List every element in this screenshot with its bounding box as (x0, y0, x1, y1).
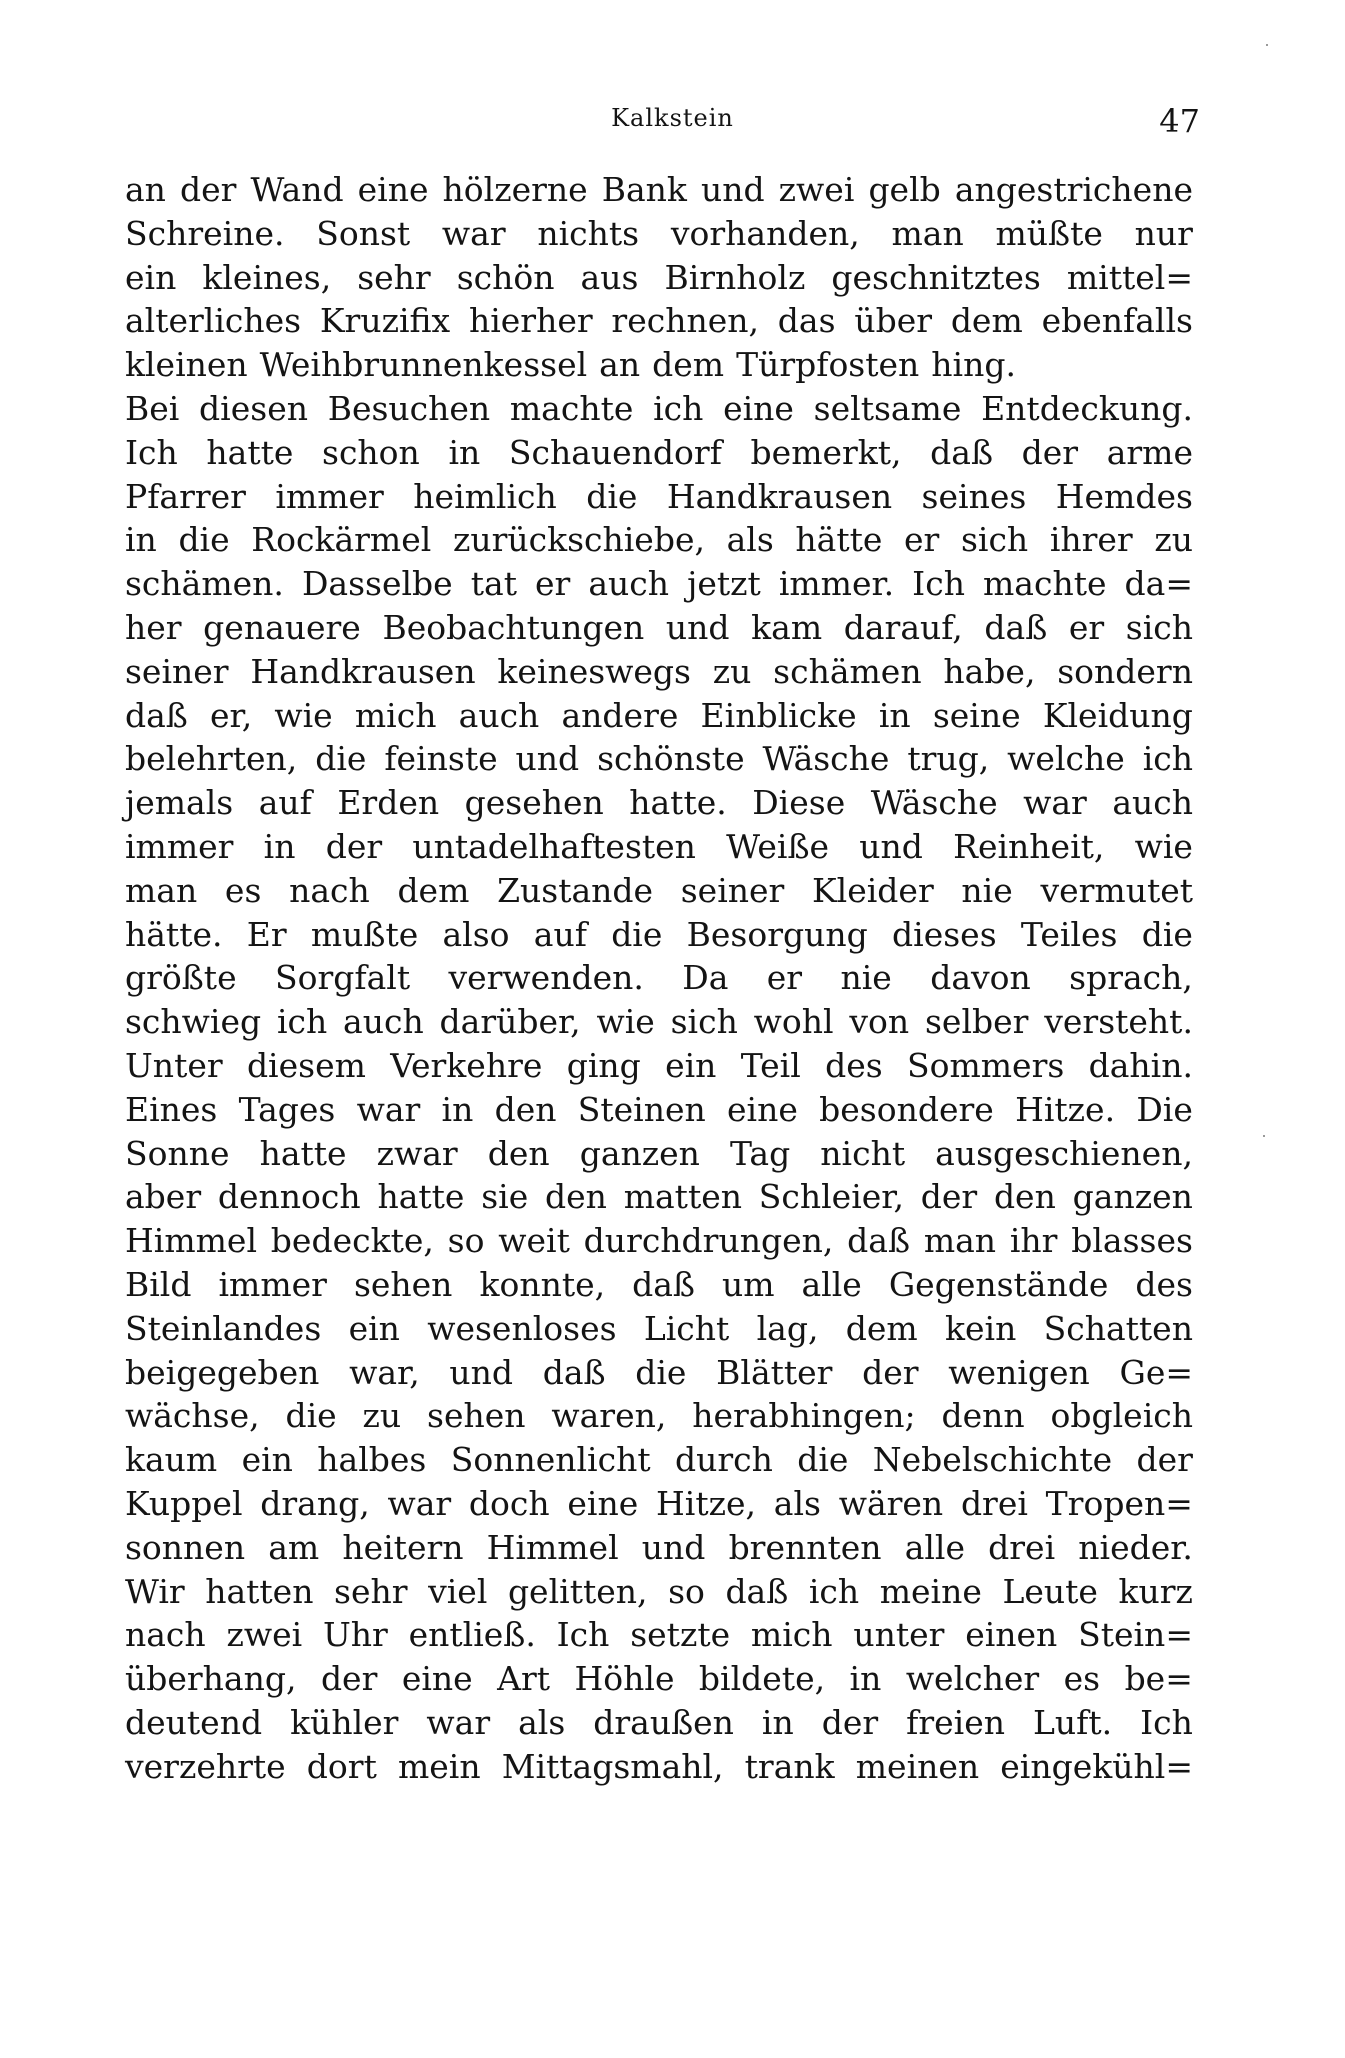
page-number: 47 (1159, 102, 1200, 140)
text-line: an der Wand eine hölzerne Bank und zwei gelb angestrichene (125, 170, 1193, 209)
text-line: wächse, die zu sehen waren, herabhingen; denn obgleich (125, 1396, 1193, 1436)
text-line: hätte. Er mußte also auf die Besorgung dieses Teiles die (125, 914, 1193, 954)
text-line: Himmel bedeckte, so weit durchdrungen, daß man ihr blasses (125, 1221, 1193, 1261)
text-line: man es nach dem Zustande seiner Kleider nie vermutet (125, 870, 1193, 910)
scan-speck (1263, 1135, 1265, 1137)
text-line: kaum ein halbes Sonnenlicht durch die Nebelschichte der (125, 1440, 1193, 1480)
text-line: überhang, der eine Art Höhle bildete, in welcher es be= (125, 1659, 1193, 1699)
text-line: größte Sorgfalt verwenden. Da er nie davon sprach, (125, 958, 1193, 998)
scan-speck (1266, 44, 1268, 46)
text-line: Kuppel drang, war doch eine Hitze, als wären drei Tropen= (125, 1483, 1193, 1523)
text-line: jemals auf Erden gesehen hatte. Diese Wäsche war auch (125, 783, 1193, 823)
text-line: Unter diesem Verkehre ging ein Teil des Sommers dahin. (125, 1045, 1193, 1085)
text-line: nach zwei Uhr entließ. Ich setzte mich unter einen Stein= (125, 1615, 1193, 1655)
text-line: seiner Handkrausen keineswegs zu schämen habe, sondern (125, 651, 1193, 691)
text-line: in die Rockärmel zurückschiebe, als hätte er sich ihrer zu (125, 520, 1193, 560)
text-line: Steinlandes ein wesenloses Licht lag, dem kein Schatten (125, 1308, 1193, 1348)
text-line: Wir hatten sehr viel gelitten, so daß ich meine Leute kurz (125, 1571, 1193, 1611)
text-line: immer in der untadelhaftesten Weiße und Reinheit, wie (125, 826, 1193, 866)
text-line: alterliches Kruzifix hierher rechnen, das über dem ebenfalls (125, 301, 1193, 341)
text-line: aber dennoch hatte sie den matten Schleier, der den ganzen (125, 1177, 1193, 1217)
text-line: Eines Tages war in den Steinen eine besondere Hitze. Die (125, 1089, 1193, 1129)
text-line: Ich hatte schon in Schauendorf bemerkt, daß der arme (125, 432, 1193, 472)
body-text (125, 168, 1193, 1788)
text-line: daß er, wie mich auch andere Einblicke in seine Kleidung (125, 695, 1193, 735)
text-line: Schreine. Sonst war nichts vorhanden, man müßte nur (125, 213, 1193, 253)
text-line: Sonne hatte zwar den ganzen Tag nicht ausgeschienen, (125, 1133, 1193, 1173)
text-line: Bild immer sehen konnte, daß um alle Gegenstände des (125, 1264, 1193, 1304)
running-head: Kalkstein (611, 104, 734, 132)
text-line: beigegeben war, und daß die Blätter der wenigen Ge= (125, 1352, 1193, 1392)
text-line: schämen. Dasselbe tat er auch jetzt immer. Ich machte da= (125, 564, 1193, 604)
text-line: sonnen am heitern Himmel und brennten alle drei nieder. (125, 1527, 1193, 1567)
text-line: deutend kühler war als draußen in der freien Luft. Ich (125, 1702, 1193, 1742)
text-line: schwieg ich auch darüber, wie sich wohl von selber versteht. (125, 1002, 1193, 1042)
text-line: belehrten, die feinste und schönste Wäsche trug, welche ich (125, 739, 1193, 779)
text-line: kleinen Weihbrunnenkessel an dem Türpfosten hing. (125, 345, 1016, 385)
text-line: her genauere Beobachtungen und kam darauf, daß er sich (125, 607, 1193, 647)
text-line: verzehrte dort mein Mittagsmahl, trank meinen eingekühl= (125, 1746, 1193, 1786)
text-line: ein kleines, sehr schön aus Birnholz geschnitztes mittel= (125, 257, 1193, 297)
text-line: Bei diesen Besuchen machte ich eine seltsame Entdeckung. (125, 388, 1193, 428)
text-line: Pfarrer immer heimlich die Handkrausen seines Hemdes (125, 476, 1193, 516)
